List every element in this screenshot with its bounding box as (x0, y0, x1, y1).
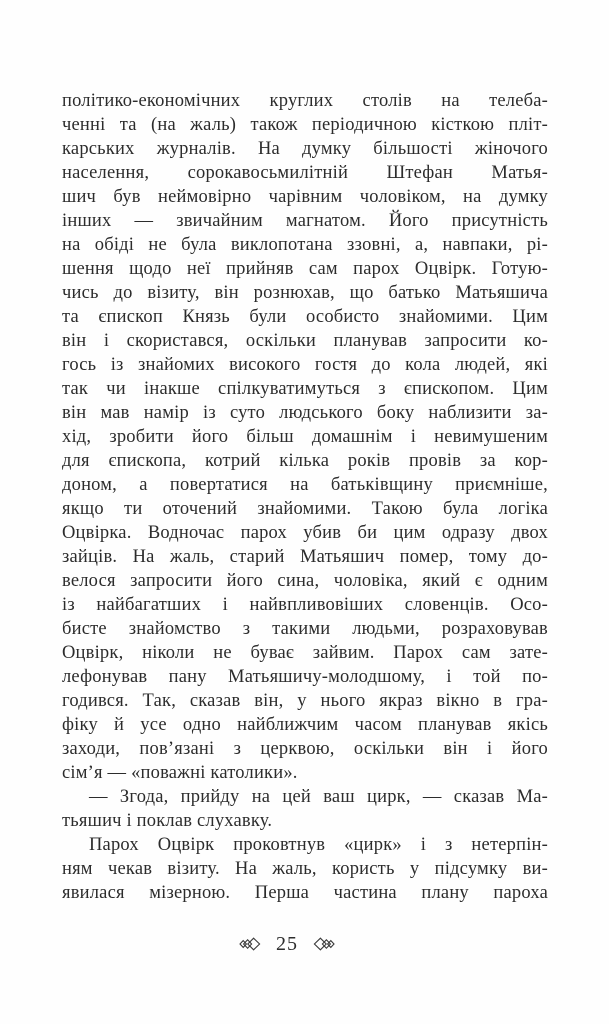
text-line: він і скористався, оскільки планував запросити ко- (62, 331, 548, 351)
text-line: годився. Так, сказав він, у нього якраз вікно в гра- (62, 691, 548, 711)
page-number: 25 (276, 933, 298, 955)
text-line: чись до візиту, він рознюхав, що батько Матьяшича (62, 283, 548, 303)
text-line: Парох Оцвірк проковтнув «цирк» і з нетерпін- (89, 835, 548, 855)
text-line: лефонував пану Матьяшичу-молодшому, і той по- (62, 667, 548, 687)
text-line: зайців. На жаль, старий Матьяшич помер, тому до- (62, 547, 548, 567)
text-line: він мав намір із суто людського боку наблизити за- (62, 403, 548, 423)
text-line: гось із знайомих високого гостя до кола людей, які (62, 355, 548, 375)
text-line: Оцвірк, ніколи не буває зайвим. Парох сам зате- (62, 643, 548, 663)
text-line: населення, сорокавосьмилітній Штефан Матья- (62, 163, 548, 183)
page-text (62, 89, 548, 905)
text-line: політико-економічних круглих столів на телеба- (62, 91, 548, 111)
text-line: карських журналів. На думку більшості жіночого (62, 139, 548, 159)
page-footer (44, 934, 530, 954)
text-line: заходи, пов’язані з церквою, оскільки він і його (62, 739, 548, 759)
text-line: велося запросити його сина, чоловіка, який є одним (62, 571, 548, 591)
triple-diamond-ornament-left-icon (239, 936, 261, 952)
text-line: ням чекав візиту. На жаль, користь у підсумку ви- (62, 859, 548, 879)
text-line: — Згода, прийду на цей ваш цирк, — сказав Ма- (89, 787, 548, 807)
text-line: сім’я — «поважні католики». (62, 763, 298, 783)
text-line: доном, а повертатися на батьківщину приємніше, (62, 475, 548, 495)
text-line: тьяшич і поклав слухавку. (62, 811, 273, 831)
text-line: та єпископ Князь були особисто знайомими. Цим (62, 307, 548, 327)
text-line: ченні та (на жаль) також періодичною кісткою пліт- (62, 115, 548, 135)
text-line: шення щодо неї прийняв сам парох Оцвірк. Готую- (62, 259, 548, 279)
text-line: із найбагатших і найвпливовіших словенців. Осо- (62, 595, 548, 615)
text-line: бисте знайомство з такими людьми, розраховував (62, 619, 548, 639)
text-line: інших — звичайним магнатом. Його присутність (62, 211, 548, 231)
text-line: фіку й усе одно найближчим часом планував якісь (62, 715, 548, 735)
text-line: для єпископа, котрий кілька років провів за кор- (62, 451, 548, 471)
text-line: Оцвірка. Водночас парох убив би цим одразу двох (62, 523, 548, 543)
triple-diamond-ornament-right-icon (313, 936, 335, 952)
text-line: хід, зробити його більш домашнім і невимушеним (62, 427, 548, 447)
text-line: якщо ти оточений знайомими. Такою була логіка (62, 499, 548, 519)
text-line: так чи інакше спілкуватимуться з єпископом. Цим (62, 379, 548, 399)
text-line: шич був неймовірно чарівним чоловіком, на думку (62, 187, 548, 207)
text-line: явилася мізерною. Перша частина плану пароха (62, 883, 548, 903)
text-line: на обіді не була виклопотана ззовні, а, навпаки, рі- (62, 235, 548, 255)
